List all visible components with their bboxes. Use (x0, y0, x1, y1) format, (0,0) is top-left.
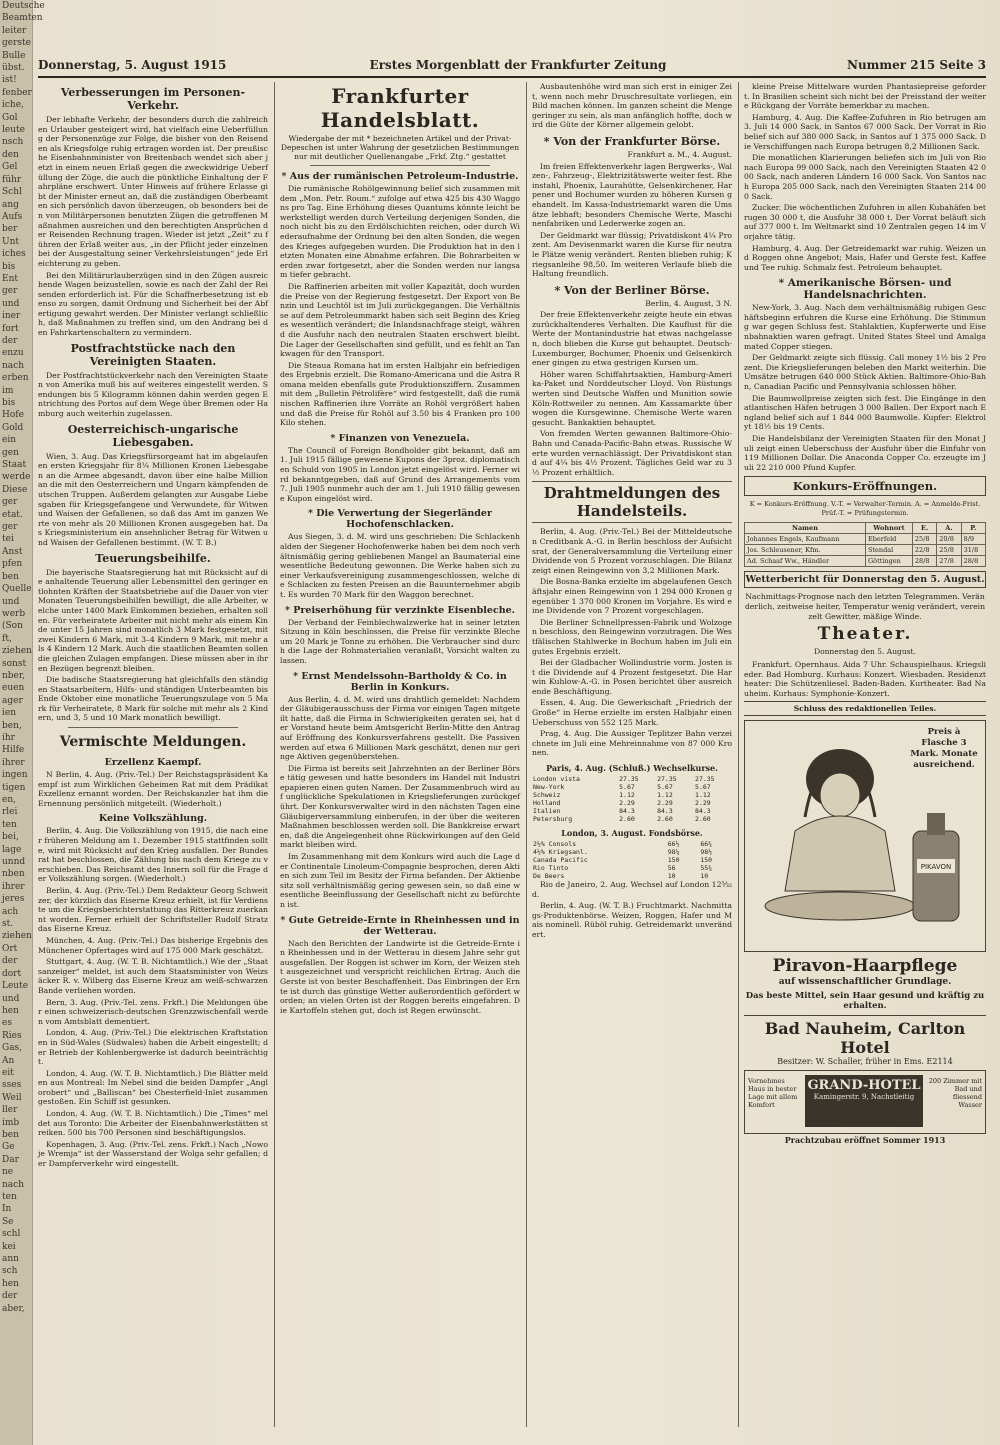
article-paragraph: Im Zusammenhang mit dem Konkurs wird auch die Lage der Continentale Linoleum-Compagnie besprochen, deren Aktien sich zum Teil im Besitz der Firma befanden. Der Aktienbesitz soll verhältnismäßig gering gewesen sein, so daß eine wesentliche Beeinflussung der Gesellschaft nicht zu befürchten ist. (280, 852, 521, 909)
table-cell: New-York (533, 783, 565, 792)
strip-fragment: Ries (2, 1030, 22, 1041)
article-paragraph: Die Berliner Schnellpressen-Fabrik und Wolzogen beschloss, den Reingewinn vorzutragen. Die Westfälischen Stahlwerke in Bochum haben im Juli ein gutes Ergebnis erzielt. (532, 617, 732, 656)
strip-fragment: Ort (2, 943, 18, 954)
table-cell: Canada Pacific (533, 856, 588, 865)
table-cell: 2.29 (619, 799, 635, 808)
strip-fragment: Gold (2, 422, 24, 433)
strip-fragment: nber, (2, 670, 26, 681)
table-cell: 2½% Consols (533, 840, 577, 849)
table-cell: London vista (533, 775, 580, 784)
table-cell: 150 (700, 856, 713, 865)
article-heading: * Von der Frankfurter Börse. (543, 134, 721, 148)
table-cell: Stendal (865, 545, 912, 556)
table-cell: Göttingen (865, 556, 912, 567)
article-paragraph: Hamburg, 4. Aug. Die Kaffee-Zufuhren in Rio betrugen am 3. Juli 14 000 Sack, in Santos 67 000 Sack. Der Vorrat in Rio belief sich auf 380 000 Sack, in Santos auf 1 375 000 Sack. Die Verschiffungen nach Europa betrugen 8,2 Millionen Sack. (744, 112, 986, 151)
table-cell: 5.67 (619, 783, 635, 792)
article-paragraph: Berlin, 4. Aug. Die Volkszählung von 1915, die nach einer früheren Meldung am 1. Dezember 1915 stattfinden sollte, wird mit Rücksicht auf den Krieg ausfallen. Der Bundesrat hat beschlossen, die Zählung bis nach dem Kriege zu verschieben. Das Reichsamt des Innern soll für die Frage der Volkszählung sorgen. (Wiederholt.) (38, 826, 268, 884)
table-cell: 66¾ (700, 840, 713, 849)
strip-fragment: ft, (2, 633, 12, 644)
strip-fragment: pfen (2, 559, 23, 570)
strip-fragment: leute (2, 125, 25, 136)
strip-fragment: leiter (2, 25, 27, 36)
strip-fragment: Leute (2, 981, 29, 992)
article-paragraph: Bei der Gladbacher Wollindustrie vorm. Josten ist die Dividende auf 4 Prozent festgesetzt. Die Harwin Kuhlow-A.-G. in Posen berichtet über ausreichende Beschäftigung. (532, 658, 732, 696)
strip-fragment: eit (2, 1067, 14, 1078)
article-heading: * Gute Getreide-Ernte in Rheinhessen und in der Wetterau. (280, 914, 520, 937)
strip-fragment: ben (2, 1129, 19, 1140)
strip-fragment: bis (2, 261, 16, 272)
hotel-ad-right-text: 200 Zimmer mit Bad und fliessend Wasser (928, 1076, 982, 1109)
divider (310, 165, 490, 166)
article-paragraph: Berlin, 4. Aug. (Priv.-Tel.) Bei der Mitteldeutschen Creditbank A.-G. in Berlin beschloss der Aufsichtsrat, der Generalversammlung die Verteilung einer Dividende von 5 Prozent vorzuschlagen. Die Bilanz zeigt einen Reingewinn von 3,2 Millionen Mark. (532, 527, 732, 575)
strip-fragment: ann (2, 1254, 19, 1265)
table-cell: 2.60 (695, 815, 711, 824)
theater-listing: Frankfurt. Opernhaus. Aida 7 Uhr. Schauspielhaus. Kriegslieder. Bad Homburg. Kurhaus: Konzert. Wiesbaden. Residenztheater: Die Schützenliesel. Baden-Baden. Kurtheater. Bad Nauheim. Kurhaus: Symphonie-Konzert. (744, 660, 986, 698)
table-row (532, 840, 732, 848)
table-cell: 10 (700, 872, 709, 881)
table-cell: 56 (667, 864, 676, 873)
table-row (532, 791, 732, 799)
strip-fragment: ne (2, 1167, 14, 1178)
strip-fragment: aber, (2, 1303, 25, 1314)
article-paragraph: Der Geldmarkt war flüssig; Privatdiskont 4¼ Prozent. Am Devisenmarkt waren die Kurse für neutrale Plätze wenig verändert. Renten blieben ruhig; Kriegsanleihe 98,50. Im weiteren Verlaufe blieb die Haltung freundlich. (532, 230, 732, 279)
table-cell: 1.12 (619, 791, 635, 800)
article-paragraph: Aus Siegen, 3. d. M. wird uns geschrieben: Die Schlackenhalden der Siegener Hochofenwerke haben bei dem noch verhältnismäßig gering gebliebenen Mangel an Baumaterial eine wesentliche Bedeutung gewonnen. Die Werke haben sich zu einer Verkaufsvereinigung zusammengeschlossen, welche die Schlacken zu festen Preisen an die Bauunternehmer abgibt. Es wurden 70 Mark für den Waggon berechnet. (280, 532, 520, 599)
article-paragraph: Aus Berlin, 4. d. M. wird uns drahtlich gemeldet: Nachdem der Gläubigerausschuss der Firma vor einigen Tagen mitgeteilt hatte, daß die Firma in Schwierigkeiten geraten sei, hat der Vorstand heute beim Amtsgericht Berlin-Mitte den Antrag auf Eröffnung des Konkursverfahrens gestellt. Die Passiven werden auf etwa 6 Millionen Mark geschätzt, denen nur geringe Aktiven gegenüberstehen. (280, 694, 520, 762)
strip-fragment: bis (2, 398, 16, 408)
table-cell: 2.60 (657, 815, 673, 824)
column-4 (744, 82, 986, 1427)
strip-fragment: der (2, 956, 18, 967)
strip-fragment: st. (2, 919, 14, 930)
adjacent-page-strip (0, 0, 45, 1445)
article-paragraph: Die Raffinerien arbeiten mit voller Kapazität, doch wurden die Preise von der Regierung festgesetzt. Der Export von Benzin und Leuchtöl ist im Juli zurückgegangen. Die Verhältnisse auf dem Petroleummarkt haben sich seit Beginn des Krieges wesentlich verändert; die Inlandsnachfrage steigt, während die Ausfuhr nach den neutralen Staaten erschwert bleibt. Die Lager der Gesellschaften sind gefüllt, und es fehlt an Tankwagen für den Transport. (280, 281, 520, 359)
strip-fragment: ach (2, 906, 19, 917)
column-rule (526, 82, 527, 1427)
strip-fragment: Staat (2, 460, 27, 471)
strip-fragment: fenber (2, 87, 32, 98)
strip-fragment: An (2, 1055, 15, 1066)
article-paragraph: Stuttgart, 4. Aug. (W. T. B. Nichtamtlich.) Wie der „Staatsanzeiger“ meldet, ist auch dem Staatsminister von Weizsäcker R. v. Wilberg das Eiserne Kreuz am weiß-schwarzen Bande verliehen worden. (38, 957, 268, 995)
advertisement-illustration (744, 720, 986, 952)
table-cell: Italien (533, 807, 561, 816)
strip-fragment: Weil (2, 1092, 22, 1103)
ad-bottle-label: PIKAVON (920, 862, 952, 871)
table-cell: 2.29 (657, 799, 673, 808)
article-paragraph: N Berlin, 4. Aug. (Priv.-Tel.) Der Reichstagspräsident Kaempf ist zum Wirklichen Geheimen Rat mit dem Prädikat Exzellenz ernannt worden. Der Reichskanzler hat ihm die Ernennung persönlich mitgeteilt. (Wiederholt.) (38, 770, 268, 808)
strip-fragment: nach (2, 1179, 24, 1190)
table-cell: Eberfeld (865, 534, 912, 545)
strip-fragment: werde (2, 472, 31, 483)
article-paragraph: Berlin, 4. Aug. (W. T. B.) Fruchtmarkt. Nachmittags-Produktenbörse. Weizen, Roggen, Hafer und Mais nominell. Rüböl ruhig. Getreidemarkt unverändert. (532, 901, 732, 939)
column-rule (738, 82, 739, 1427)
article-paragraph: kleine Preise Mittelware wurden Phantasiepreise gefordert. In Brasilien scheint sich nicht bei der Preisstand der weitere Rückgang der Vorräte bemerkbar zu machen. (744, 82, 986, 111)
table-header-cell: A. (937, 523, 961, 534)
strip-fragment: schl (2, 1229, 21, 1240)
strip-fragment: Se (2, 1216, 14, 1227)
article-heading: * Amerikanische Börsen- und Handelsnachrichten. (778, 277, 952, 302)
ad-title: Piravon-Haarpflege (772, 955, 958, 976)
table-cell: 66½ (667, 840, 680, 849)
table-cell: 55¾ (700, 864, 713, 873)
strip-fragment: und (2, 298, 20, 309)
table-heading: Paris, 4. Aug. (Schluß.) Wechselkurse. (546, 763, 718, 774)
article-paragraph: Hamburg, 4. Aug. Der Getreidemarkt war ruhig. Weizen und Roggen ohne Angebot; Mais, Hafer und Gerste fest. Kaffee und Tee ruhig. Schmalz fest. Petroleum behauptet. (744, 243, 986, 272)
article-paragraph: Der lebhafte Verkehr, der besonders durch die zahlreichen Urlauber gesteigert wird, hat vielfach eine Ueberfüllung der Personenzüge zur Folge, die bisher von den Reisenden als Kriegsfolge ruhig ertragen worden ist. Der preußische Eisenbahnminister von Breitenbach wendet sich aber jetzt in einem neuen Erlaß gegen die zweckwidrige Ueberfüllung der Züge, die auch die pünktliche Einhaltung der Fahrpläne erschwert. Unter Hinweis auf frühere Erlasse gibt der Minister erneut an, daß die zuständigen Oberbeamten sich persönlich davon überzeugen, ob besonders bei den von Militärpersonen benutzten Zügen die getroffenen Maßnahmen ausreichen und den berechtigten Ansprüchen der Reisenden Rechnung tragen. Wieder ist jetzt „Zeit“ zu führen der Erlaß weiter aus, „in der Pflicht jeder einzelnen bei der Ausgestaltung seiner Verkehrsleistungen“ jede Erleichterung zu geben. (38, 115, 268, 268)
table-cell: Holland (533, 799, 561, 808)
strip-fragment: Ge (2, 1142, 15, 1153)
strip-fragment: (Son (2, 621, 23, 632)
table-header-cell: E. (912, 523, 936, 534)
header-paper-name: Erstes Morgenblatt der Frankfurter Zeitung (369, 58, 667, 72)
grand-hotel-ad (744, 1070, 986, 1145)
strip-fragment: ist! (2, 75, 17, 86)
column-rule (274, 82, 275, 1427)
table-row (532, 775, 732, 783)
table-row (532, 872, 732, 880)
strip-fragment: Unt (2, 236, 19, 247)
article-heading: * Ernst Mendelssohn-Bartholdy & Co. in Berlin in Konkurs. (293, 670, 507, 693)
hotel-ad-left-text: Vornehmes Haus in bester Lage mit allem Komfort (748, 1076, 798, 1109)
table-cell: Johannes Engels, Kaufmann (745, 534, 866, 545)
london-bourse-table (532, 840, 732, 880)
strip-fragment: nach (2, 360, 24, 371)
strip-fragment: Gas, (2, 1043, 23, 1054)
strip-fragment: bei, (2, 832, 19, 843)
article-paragraph: Kopenhagen, 3. Aug. (Priv.-Tel. zens. Frkft.) Nach „Nowoje Wremja“ ist der Wasserstand der Wolga sehr gefallen; der Dampferverkehr wird eingestellt. (38, 1139, 268, 1169)
hotel-ad-name: GRAND-HOTEL (807, 1077, 921, 1093)
table-cell: Schweiz (533, 791, 561, 800)
strip-fragment: Anst (2, 546, 23, 557)
section-masthead: Frankfurter Handelsblatt. (320, 84, 480, 132)
table-cell: 150 (667, 856, 680, 865)
strip-fragment: ager (2, 695, 23, 706)
hotel-ad-owner: Besitzer: W. Schaller, früher in Ems. E2114 (777, 1056, 953, 1066)
strip-fragment: ein (2, 435, 17, 446)
strip-fragment: ihrer (2, 757, 25, 768)
strip-fragment: und (2, 993, 20, 1004)
section-heading: Oesterreichisch-ungarische Liebesgaben. (67, 422, 239, 449)
strip-fragment: werb (2, 608, 26, 619)
strip-fragment: erben (2, 373, 29, 384)
table-row (532, 783, 732, 791)
strip-fragment: fort (2, 323, 19, 334)
strip-fragment: euen (2, 683, 25, 694)
strip-fragment: den (2, 149, 19, 160)
article-paragraph: London, 4. Aug. (W. T. B. Nichtamtlich.) Die „Times“ meldet aus Toronto: Die Arbeiter der Eisenbahnwerkstätten streiken. 500 bis 700 Personen sind beschäftigungslos. (38, 1109, 268, 1138)
strip-fragment: führ (2, 174, 22, 185)
table-cell: Rio Tinto (533, 864, 569, 873)
table-cell: 27.35 (619, 775, 639, 784)
article-paragraph: New-York, 3. Aug. Nach dem verhältnismäßig ruhigen Geschäftsbeginn erfuhren die Kurse eine Erhöhung. Die Stimmung war gegen Schluss fest. Stahlaktien, Kupferwerte und Eisenbahnaktien waren gefragt. United States Steel und Amalgamated Copper stiegen. (744, 303, 986, 351)
strip-fragment: iner (2, 311, 21, 322)
article-paragraph: The Council of Foreign Bondholder gibt bekannt, daß am 1. Juli 1915 fällige gewesene Kupons der 3proz. diplomatischen Schuld von 1905 in London jetzt eingelöst wird. Ferner wird bekanntgegeben, daß auf Grund des Arrangements vom 7. Juli 1905 nunmehr auch der am 1. Juli 1910 fällig gewesene Kupon eingelöst wird. (280, 445, 520, 503)
strip-fragment: enzu (2, 348, 24, 359)
strip-fragment: imb (2, 1117, 20, 1128)
strip-fragment: Aufs (2, 211, 23, 222)
strip-fragment: im (2, 385, 14, 396)
strip-fragment: nsch (2, 137, 24, 148)
strip-fragment: Gol (2, 112, 18, 123)
strip-fragment: Hilfe (2, 745, 25, 756)
strip-fragment: tigen (2, 782, 26, 793)
table-cell: 84.3 (695, 807, 711, 816)
strip-fragment: sch (2, 1266, 18, 1277)
ad-price: Preis à Flasche 3 Mark. Monate ausreichend. (910, 726, 978, 770)
table-cell: 31/8 (961, 545, 985, 556)
strip-fragment: iches (2, 249, 26, 260)
strip-fragment: en, (2, 795, 16, 805)
strip-fragment: ziehen (2, 931, 32, 942)
table-row (745, 545, 986, 556)
divider (68, 727, 238, 728)
article-heading: * Von der Berliner Börse. (554, 283, 710, 297)
strip-fragment: Dar (2, 1154, 19, 1165)
article-paragraph: London, 4. Aug. (Priv.-Tel.) Die elektrischen Kraftstationen in Süd-Wales (Südwales) haben die Arbeit eingestellt; der Betrieb der Kohlenbergwerke ist dadurch beeinträchtigt. (38, 1028, 268, 1067)
table-cell: 8/9 (961, 534, 985, 545)
table-header-cell: P. (961, 523, 985, 534)
strip-fragment: ten (2, 819, 17, 830)
strip-fragment: ben, (2, 720, 22, 731)
article-paragraph: Die monatlichen Klarierungen beliefen sich im Juli von Rio nach Europa 99 000 Sack, nach den Vereinigten Staaten 42 000 Sack, nach anderen Ländern 16 000 Sack. Von Santos nach Europa 205 000 Sack, nach den Vereinigten Staaten 214 000 Sack. (744, 153, 986, 201)
table-cell: 1.12 (657, 791, 673, 800)
article-paragraph: Der Verband der Feinblechwalzwerke hat in seiner letzten Sitzung in Köln beschlossen, die Preise für verzinkte Bleche um 20 Mark je Tonne zu erhöhen. Die Verbraucher sind durch die Lage der Rohmaterialien veranlaßt, Vorsicht walten zu lassen. (280, 617, 520, 665)
strip-fragment: lage (2, 844, 22, 855)
table-row (532, 856, 732, 864)
konkurs-note: K = Konkurs-Eröffnung. V.-T. = Verwalter-Termin. A. = Anmelde-Frist. Prüf.-T. = Prüfungstermin. (749, 500, 981, 518)
strip-fragment: hen (2, 1278, 19, 1289)
strip-fragment: ien (2, 708, 17, 719)
strip-fragment: iche, (2, 100, 24, 111)
hotel-ad-footer: Prachtzubau eröffnet Sommer 1913 (784, 1134, 946, 1145)
table-row (532, 799, 732, 807)
section-heading: Verbesserungen im Personen-Verkehr. (60, 86, 246, 112)
box-heading: Wetterbericht für Donnerstag den 5. August. (744, 571, 986, 588)
article-paragraph: Im freien Effektenverkehr lagen Bergwerks-, Walzen-, Fahrzeug-, Elektrizitätswerte weiter fest. Rheinstahl, Phoenix, Laurahütte, Gelsenkirchener, Harpener und Bochumer wurden zu höheren Kursen gehandelt. Im Kassa-Industriemarkt waren die Umsätze lebhaft; besonders Chemische Werte, Maschinenfabriken und Lederwerke zogen an. (532, 161, 732, 229)
table-cell: 2.60 (619, 815, 635, 824)
article-paragraph: Rio de Janeiro, 2. Aug. Wechsel auf London 12⁵⁄₃₂ d. (532, 880, 732, 899)
article-paragraph: London, 4. Aug. (W. T. B. Nichtamtlich.) Die Blätter melden aus Montreal: Im Nebel sind die beiden Dampfer „Anglorobert“ und „Balliscan“ bei Chesterfield-Inlet zusammengestoßen. Ein Schiff ist gesunken. (38, 1068, 268, 1107)
dateline: Berlin, 4. August, 3 N. (645, 298, 732, 308)
table-row (532, 848, 732, 856)
table-cell: Ad. Schaaf Ww., Händler (745, 556, 866, 567)
article-paragraph: Der Geldmarkt zeigte sich flüssig. Call money 1½ bis 2 Prozent. Die Kriegslieferungen beleben den Markt weiterhin. Die Umsätze betrugen 640 000 Stück Aktien. Baltimore-Ohio-Bahn, Canadian Pacific und Pennsylvania schlossen höher. (744, 353, 986, 392)
table-row (532, 864, 732, 872)
hotel-ad-center (805, 1075, 923, 1127)
strip-fragment: und (2, 596, 20, 607)
strip-fragment: ger (2, 286, 18, 297)
table-header-cell: Namen (745, 523, 866, 534)
column-3 (532, 82, 732, 1427)
article-paragraph: Berlin, 4. Aug. (Priv.-Tel.) Dem Redakteur Georg Schweitzer, der kürzlich das Eiserne Kreuz erhielt, ist für Verdienste um die Kriegsberichterstattung das Ritterkreuz zuerkannt worden. Ferner erhielt der Schriftsteller Rudolf Stratz das Eiserne Kreuz. (38, 886, 268, 934)
article-paragraph: Prag, 4. Aug. Die Aussiger Teplitzer Bahn verzeichnete im Juli eine Mehreinnahme von 87 000 Kronen. (532, 729, 732, 758)
strip-fragment: der (2, 335, 18, 346)
header-date: Donnerstag, 5. August 1915 (38, 58, 227, 72)
article-paragraph: Von fremden Werten gewannen Baltimore-Ohio-Bahn und Canada-Pacific-Bahn etwas. Russische Werte wurden vernachlässigt. Der Privatdiskont stand auf 4¼ bis 4½ Prozent. Tägliches Geld war zu 3½ Prozent erhältlich. (532, 429, 732, 477)
strip-fragment: jeres (2, 894, 25, 905)
table-row (745, 534, 986, 545)
article-paragraph: Die badische Staatsregierung hat gleichfalls den ständigen Staatsarbeitern, Hilfs- und ständigen Unterbeamten bis Ende Oktober eine monatliche Teuerungszulage von 5 Mark für Verheiratete, 8 Mark für solche mit mehr als 2 Kindern, und 3, 5 und 10 Mark monatlich bewilligt. (38, 675, 268, 723)
strip-fragment: gerste (2, 38, 31, 49)
strip-fragment: ger (2, 522, 18, 533)
article-paragraph: Die Baumwollpreise zeigten sich fest. Die Eingänge in den atlantischen Häfen betrugen 3 000 Ballen. Der Export nach England belief sich auf 1 844 000 Baumwolle. Kupfer: Elektrolyt 18½ bis 19 Cents. (744, 393, 986, 432)
strip-fragment: ller (2, 1105, 18, 1116)
table-cell: 25/8 (937, 545, 961, 556)
hotel-ad-title: Bad Nauheim, Carlton Hotel (744, 1015, 986, 1057)
article-heading: Erzellenz Kaempf. (104, 757, 202, 769)
article-paragraph: Die Handelsbilanz der Vereinigten Staaten für den Monat Juli zeigt einen Ueberschuss der Ausfuhr über die Einfuhr von 119 Millionen Dollar. Die Anaconda Copper Co. erzeugte im Juli 22 210 000 Pfund Kupfer. (744, 434, 986, 472)
box-heading: Konkurs-Eröffnungen. (744, 476, 986, 496)
strip-fragment: ten (2, 1192, 17, 1202)
table-cell: Petersburg (533, 815, 573, 824)
article-paragraph: Essen, 4. Aug. Die Gewerkschaft „Friedrich der Große“ in Herne erzielte im ersten Halbjahr einen Ueberschuss von 552 125 Mark. (532, 698, 732, 727)
strip-fragment: dort (2, 968, 22, 979)
strip-fragment: ang (2, 199, 19, 210)
table-heading: London, 3. August. Fondsbörse. (561, 828, 703, 839)
article-heading: * Die Verwertung der Siegerländer Hochofenschlacken. (308, 508, 492, 531)
strip-fragment: Ent (2, 273, 18, 284)
ad-slogan: Das beste Mittel, sein Haar gesund und kräftig zu erhalten. (745, 990, 985, 1011)
dateline: Frankfurt a. M., 4. August. (627, 149, 732, 159)
table-cell: 84.3 (657, 807, 673, 816)
strip-fragment: übst. (2, 63, 25, 74)
strip-fragment: ingen (2, 770, 28, 781)
header-page-number: Nummer 215 Seite 3 (846, 58, 986, 72)
article-paragraph: Bern, 3. Aug. (Priv.-Tel. zens. Frkft.) Die Meldungen über einen schweizerisch-deutschen Grenzzwischenfall werden vom Amtsblatt dementiert. (38, 997, 268, 1026)
table-header-row (745, 523, 986, 534)
article-paragraph: Bei den Militärurlauberzügen sind in den Zügen ausreichende Wagen beizustellen, sowie es nach der Zahl der Reisenden erforderlich ist. Für die Schaffnerbesetzung ist ebenso zu sorgen, damit Ordnung und Sicherheit bei der Abfertigung gewahrt werden. Der Minister verlangt schließlich, daß Maßnahmen zu treffen sind, um den Andrang bei den Fahrkartenschaltern zu vermindern. (38, 270, 268, 338)
strip-fragment: sonst (2, 658, 27, 669)
article-paragraph: Höher waren Schiffahrtsaktien, Hamburg-Amerika-Paket und Norddeutscher Lloyd. Von Rüstungswerten sind Deutsche Waffen und Munition sowie Köln-Rottweiler zu nennen. Am Kassamarkte überwogen die Kursgewinne. Chemische Werte waren gesucht. Bankaktien behauptet. (532, 369, 732, 427)
table-cell: 10 (667, 872, 676, 881)
table-cell: De Beers (533, 872, 565, 881)
strip-fragment: etat. (2, 509, 23, 520)
strip-fragment: unnd (2, 857, 26, 868)
article-heading: * Aus der rumänischen Petroleum-Industrie. (281, 171, 519, 182)
strip-fragment: nben (2, 869, 25, 880)
strip-fragment: gen (2, 447, 19, 458)
end-of-editorial: Schluss des redaktionellen Teiles. (744, 701, 986, 716)
table-cell: 27.35 (695, 775, 715, 784)
article-paragraph: Die bayerische Staatsregierung hat mit Rücksicht auf die anhaltende Teuerung aller Lebensmittel den geringer entlohnten Kräften der Staatsbetriebe auf die Dauer von vier Monaten Teuerungsbeihilfen bewilligt, die alle Arbeiter, welche unter 1400 Mark Einkommen beziehen, erhalten sollen. Für verheiratete Arbeiter mit nicht mehr als einem Kinde unter 15 Jahren sind monatlich 3 Mark festgesetzt, mit zwei Kindern 6 Mark, mit 3–4 Kindern 9 Mark, mit mehr als 4 Kindern 12 Mark. Auch die staatlichen Beamten sollen die gleichen Zulagen empfangen. Diese müssen aber in ihren Bezügen begrenzt bleiben. (38, 567, 268, 673)
strip-fragment: tei (2, 534, 14, 545)
ad-subtitle: auf wissenschaftlicher Grundlage. (778, 976, 952, 987)
reprint-note: Wiedergabe der mit * bezeichneten Artikel und der Privat-Depeschen ist unter Wahrung der gesetzlichen Bestimmungen nur mit deutlicher Quellenangabe „Frkf. Ztg.“ gestattet (280, 134, 520, 161)
table-cell: 22/8 (912, 545, 936, 556)
table-cell: 20/8 (937, 534, 961, 545)
strip-fragment: ziehen (2, 646, 32, 657)
table-cell: 28/8 (912, 556, 936, 567)
article-heading: * Finanzen von Venezuela. (330, 432, 470, 444)
article-paragraph: Der Postfrachtstückverkehr nach den Vereinigten Staaten von Amerika muß bis auf weiteres eingestellt werden. Sendungen bis 5 Kilogramm können dahin werden gegen Entrichtung des Portos auf dem Wege über Bremen oder Hamburg auch weiterhin zugelassen. (38, 370, 268, 419)
table-cell: 4½% Kriegsanl. (533, 848, 588, 857)
article-paragraph: Wien, 3. Aug. Das Kriegsfürsorgeamt hat im abgelaufenen ersten Kriegsjahr für 8¼ Millionen Kronen Liebesgaben an die Armee abgesandt, davon über eine halbe Million an die mit den Oesterreichern und Ungarn kämpfenden deutschen Truppen. Außerdem gelangten zur Ausgabe Liebesgaben für Kriegsgefangene und Verwundete, für Witwen und Waisen der Gefallenen, so daß das Amt im ganzen Werte von mehr als 20 Millionen Kronen ausgegeben hat. Das Kriegsministerium ein ansehnlicher Betrag für Witwen und Waisen der Gefallenen bestimmt. (W. T. B.) (38, 451, 268, 547)
theater-date: Donnerstag den 5. August. (814, 647, 916, 657)
strip-fragment: Gel (2, 162, 18, 173)
strip-fragment: es (2, 1018, 12, 1029)
page-header (38, 58, 986, 78)
column-2 (280, 82, 520, 1427)
table-cell: 5.67 (695, 783, 711, 792)
table-header-cell: Wohnort (865, 523, 912, 534)
article-paragraph: Nach den Berichten der Landwirte ist die Getreide-Ernte in Rheinhessen und in der Wetterau in diesem Jahre sehr gut ausgefallen. Der Roggen ist schwer im Korn, der Weizen steht ausgezeichnet und verspricht reichlichen Ertrag. Auch die Gerste ist von bester Beschaffenheit. Das Einbringen der Ernte ist durch das günstige Wetter außerordentlich gefördert worden; an vielen Orten ist der Roggen bereits eingefahren. Die Kartoffeln stehen gut, doch ist Regen erwünscht. (280, 938, 520, 1015)
theater-heading: Theater. (817, 624, 913, 645)
article-paragraph: Der freie Effektenverkehr zeigte heute ein etwas zurückhaltenderes Verhalten. Die Kauflust für die Werte der Montanindustrie hat etwas nachgelassen, doch blieben die Kurse gut behauptet. Deutsch-Luxemburger, Bochumer, Phoenix und Gelsenkirchener gingen zu etwa gestrigen Kursen um. (532, 310, 732, 368)
article-paragraph: Zucker. Die wöchentlichen Zufuhren in allen Kubahäfen betrugen 30 000 t, die Ausfuhr 38 000 t. Der Vorrat beläuft sich auf 377 000 t. Im Weltmarkt sind 10 Zentralen gegen 14 im Vorjahre tätig. (744, 203, 986, 241)
strip-fragment: Quelle (2, 584, 32, 595)
article-paragraph: Die Steaua Romana hat im ersten Halbjahr ein befriedigendes Ergebnis erzielt. Die Romano-Americana und die Astra Romana melden ebenfalls gute Produktionsziffern. Zusammen mit dem „Bulletin Pétrolifère“ wird festgestellt, daß die rumänischen Raffinerien ihre Vorräte an Rohöl vergrößert haben und daß die Preise für Rohöl auf 3.50 bis 4 Franken pro 100 Kilo stehen. (280, 360, 520, 428)
table-cell: 98¼ (667, 848, 680, 857)
strip-fragment: der (2, 1291, 18, 1302)
strip-fragment: Deutsche (2, 1, 45, 11)
article-paragraph: Die rumänische Rohölgewinnung belief sich zusammen mit dem „Mon. Petr. Roum.“ zufolge auf etwa 425 bis 430 Waggons pro Tag. Eine Erhöhung dieses Quantums könnte leicht bewerkstelligt werden durch Verteilung derjenigen Sonden, die noch nicht bis zu den Erdölschichten reichen, oder durch Wiederaufnahme der Ordnung bei den alten Sonden, die wegen des Krieges aufgegeben wurden. Die Produktion hat in den letzten Monaten eine Abnahme erfahren. Die Bohrarbeiten werden zwar fortgesetzt, aber die Sonden werden nur langsam tiefer gebracht. (280, 184, 520, 280)
section-heading: Teuerungsbeihilfe. (95, 551, 211, 565)
table-cell: 25/8 (912, 534, 936, 545)
table-cell: 5.67 (657, 783, 673, 792)
strip-fragment: Diese (2, 484, 28, 495)
strip-fragment: ben (2, 571, 19, 582)
strip-fragment: kei (2, 1241, 16, 1252)
table-cell: 98½ (700, 848, 713, 857)
exchange-rate-table (532, 775, 732, 823)
table-cell: 1.12 (695, 791, 711, 800)
strip-fragment: ihr (2, 732, 15, 743)
table-cell: Jos. Schleusener, Kfm. (745, 545, 866, 556)
strip-fragment: Hofe (2, 410, 24, 421)
table-cell: 28/8 (961, 556, 985, 567)
table-cell: 27.35 (657, 775, 677, 784)
section-heading: Postfrachtstücke nach den Vereinigten Staaten. (70, 341, 236, 368)
section-title: Vermischte Meldungen. (59, 734, 247, 751)
strip-fragment: hen (2, 1005, 19, 1016)
column-1 (38, 82, 268, 1427)
article-heading: * Preiserhöhung für verzinkte Eisenbleche. (285, 604, 515, 616)
table-cell: 27/8 (937, 556, 961, 567)
article-paragraph: Ausbautenhöhe wird man sich erst in einiger Zeit, wenn noch mehr Druschresultate vorliegen, ein Bild machen können. Im ganzen scheint die Menge geringer zu sein, als man anfänglich hoffte, doch wird die Güte der Körner allgemein gelobt. (532, 82, 732, 130)
table-row (532, 815, 732, 823)
article-paragraph: Die Bosna-Banka erzielte im abgelaufenen Geschäftsjahr einen Reingewinn von 1 294 000 Kronen gegenüber 1 370 000 Kronen im Vorjahre. Es wird eine Dividende von 7 Prozent vorgeschlagen. (532, 577, 733, 616)
table-row (532, 807, 732, 815)
strip-fragment: In (2, 1204, 12, 1215)
strip-fragment: ber (2, 224, 18, 235)
article-paragraph: München, 4. Aug. (Priv.-Tel.) Das bisherige Ergebnis des Münchener Opfertages wird auf 175 000 Mark geschätzt. (38, 935, 268, 955)
strip-fragment: Beamten (2, 13, 43, 24)
section-title: Drahtmeldungen des Handelsteils. (532, 481, 732, 523)
table-cell: 2.29 (695, 799, 711, 808)
hotel-ad-address: Kamingerstr. 9, Nachstleitig (813, 1092, 915, 1101)
table-row (745, 556, 986, 567)
strip-fragment: ihrer (2, 881, 25, 892)
article-heading: Keine Volkszählung. (98, 813, 208, 825)
strip-fragment: Schl (2, 187, 22, 198)
konkurs-table (744, 522, 986, 567)
table-cell: 84.3 (619, 807, 635, 816)
weather-forecast: Nachmittags-Prognose nach den letzten Telegrammen. Veränderlich, zeitweise heiter, Temperatur wenig verändert, vereinzelt Gewitter, mäßige Winde. (744, 592, 986, 621)
strip-fragment: rlei (2, 807, 18, 818)
strip-fragment: ger (2, 497, 18, 508)
strip-fragment: Bulle (2, 50, 26, 61)
article-paragraph: Die Firma ist bereits seit Jahrzehnten an der Berliner Börse tätig gewesen und hatte besonders im Handel mit Industriepapieren einen guten Namen. Der Zusammenbruch wird auf unglückliche Spekulationen in Kriegslieferungen zurückgeführt. Der Konkursverwalter wird in den nächsten Tagen eine Gläubigerversammlung einberufen, in der über die weiteren Maßnahmen beschlossen werden soll. Die Bankkreise erwarten, daß die Angelegenheit ohne Rückwirkungen auf den Geldmarkt bleiben wird. (280, 763, 520, 850)
strip-fragment: sses (2, 1080, 22, 1091)
